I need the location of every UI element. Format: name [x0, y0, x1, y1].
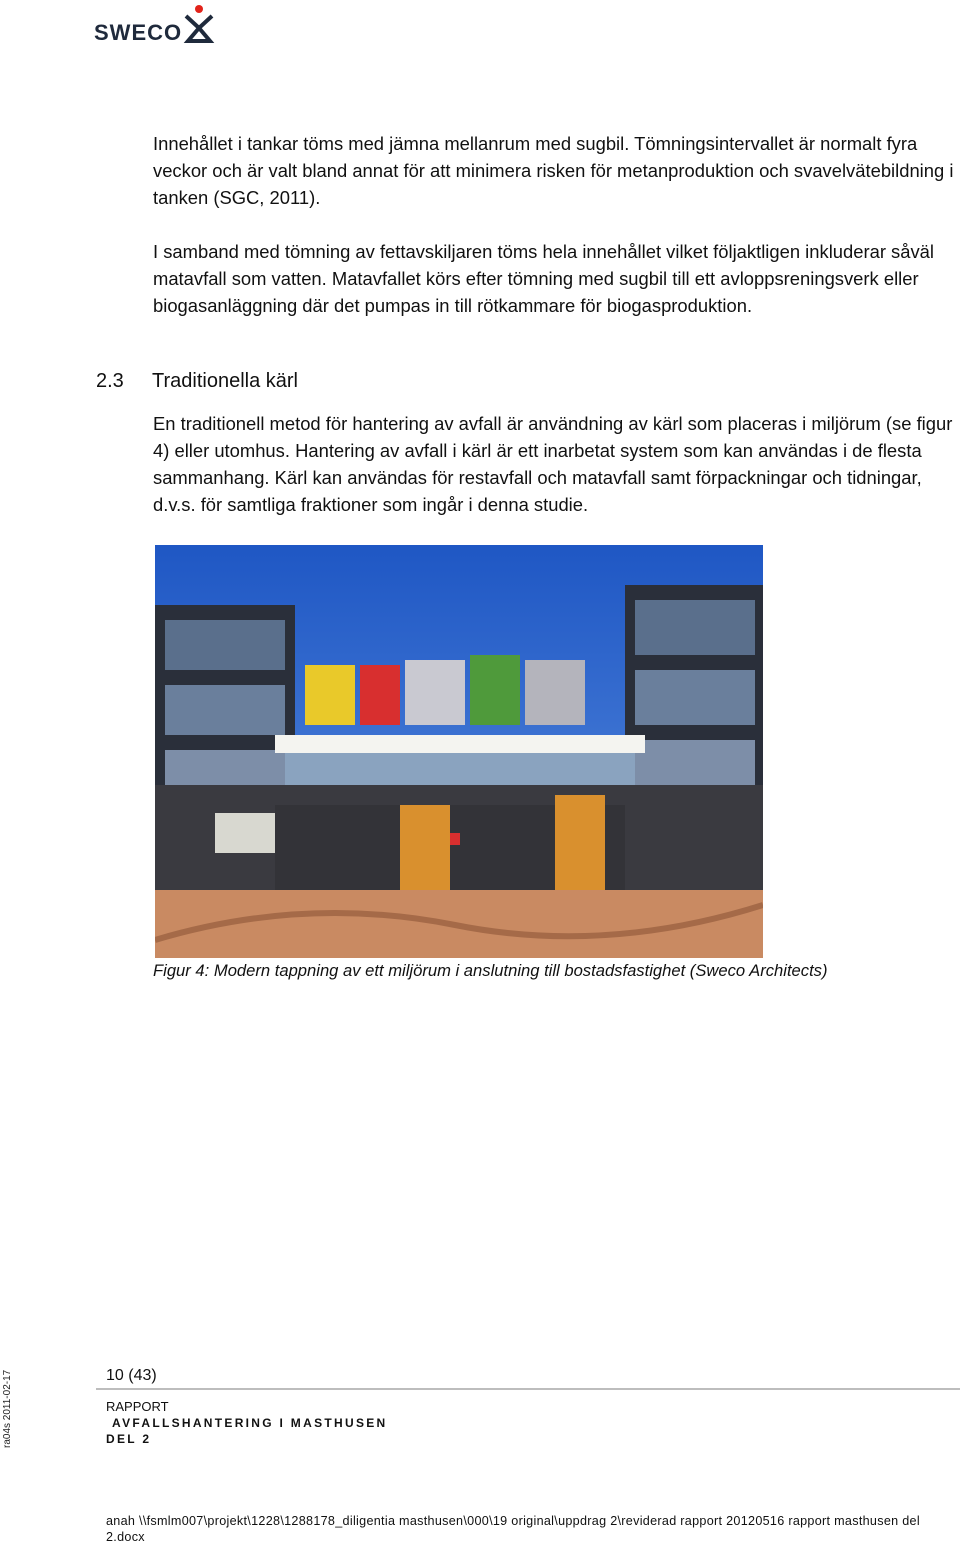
page-number: 10 (43) [106, 1367, 157, 1384]
sweco-logo [94, 4, 224, 46]
logo-text: SWECO [94, 20, 183, 45]
section-heading [96, 370, 298, 393]
figure-photo [155, 545, 763, 958]
paragraph-emptying: Innehållet i tankar töms med jämna mellanrum med sugbil. Tömningsintervallet är normalt fyra veckor och är valt bland annat för att minimera risken för metanproduktion och svavelvätebildning i tanken (SGC, 2011). [153, 133, 954, 208]
report-title: AVFALLSHANTERING I MASTHUSEN [112, 1416, 388, 1430]
photo-illustration [155, 545, 763, 958]
sweco-figure-icon [182, 4, 216, 44]
report-subtitle: DEL 2 [106, 1432, 152, 1446]
doc-type: RAPPORT [106, 1399, 169, 1414]
footer-divider [96, 1388, 960, 1390]
section-title: Traditionella kärl [152, 370, 298, 392]
figure-caption: Figur 4: Modern tappning av ett miljörum i anslutning till bostadsfastighet (Sweco Architects) [153, 961, 828, 980]
paragraph-traditional-bins: En traditionell metod för hantering av avfall är användning av kärl som placeras i miljörum (se figur 4) eller utomhus. Hantering av avfall i kärl är ett inarbetat system som kan användas i de flesta sammanhang. Kärl kan användas för restavfall och matavfall samt förpackningar och tidningar, d.v.s. för samtliga fraktioner som ingår i denna studie. [153, 413, 953, 515]
side-code: ra04s 2011-02-17 [2, 1369, 13, 1448]
file-path: anah \\fsmlm007\projekt\1228\1288178_diligentia masthusen\000\19 original\uppdrag 2\reviderad rapport 20120516 rapport masthusen del 2.docx [106, 1514, 920, 1544]
section-number: 2.3 [96, 370, 124, 392]
paragraph-fat-separator: I samband med tömning av fettavskiljaren töms hela innehållet vilket följaktligen inkluderar såväl matavfall som vatten. Matavfallet körs efter tömning med sugbil till ett avloppsreningsverk eller biogasanläggning där det pumpas in till rötkammare för biogasproduktion. [153, 241, 934, 316]
